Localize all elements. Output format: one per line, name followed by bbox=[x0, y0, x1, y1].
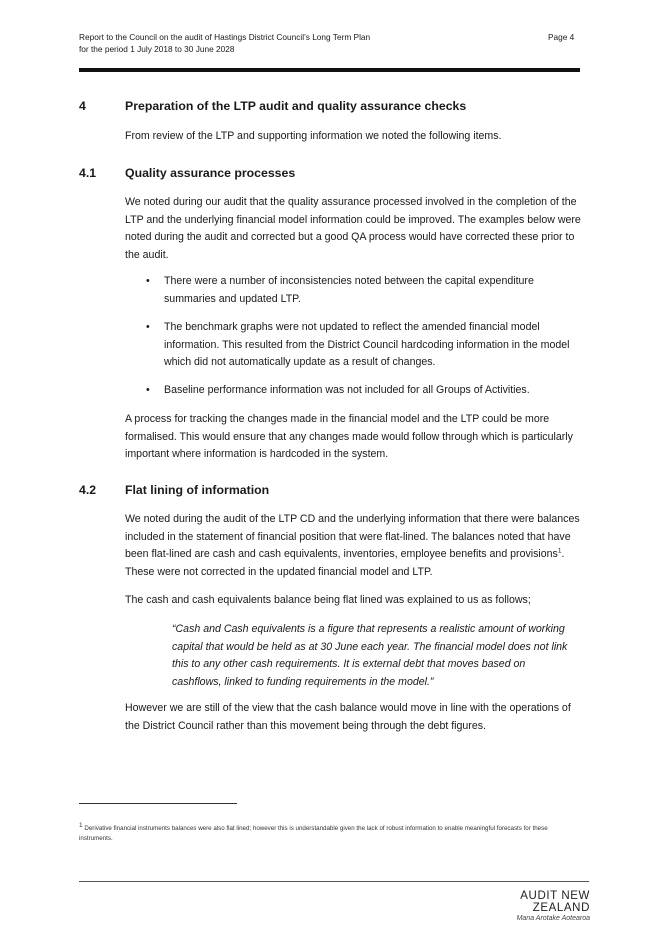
bullet-marker: • bbox=[146, 275, 150, 287]
section-4-2-number: 4.2 bbox=[79, 483, 97, 497]
footnote-divider bbox=[79, 803, 237, 804]
header-line-1: Report to the Council on the audit of Hastings District Council’s Long Term Plan bbox=[79, 32, 371, 42]
footer-divider bbox=[79, 881, 589, 882]
page-number: Page 4 bbox=[548, 32, 575, 42]
section-4-intro: From review of the LTP and supporting information we noted the following items. bbox=[125, 130, 502, 142]
section-4-1-paragraph-2: A process for tracking the changes made in the financial model and the LTP could be more formalised. This would ensure that any changes made would follow through which is particularly important where information is hardcoded in the system. bbox=[125, 413, 573, 460]
paragraph-text: . These were not corrected in the updated financial model and LTP. bbox=[125, 548, 565, 578]
section-4-number: 4 bbox=[79, 99, 86, 113]
footnote-number: 1 bbox=[79, 821, 83, 829]
audit-nz-logo bbox=[462, 890, 590, 922]
bullet-item-3: Baseline performance information was not included for all Groups of Activities. bbox=[164, 384, 530, 396]
header-line-2: for the period 1 July 2018 to 30 June 2028 bbox=[79, 44, 235, 54]
footnote-reference[interactable]: 1 bbox=[557, 547, 562, 555]
footnote bbox=[79, 821, 579, 843]
paragraph-text: We noted during the audit of the LTP CD and the underlying information that there were balances included in the statement of financial position that were flat-lined. The balances noted that have been flat-lined are cash and cash equivalents, inventories, employee benefits and provisions bbox=[125, 513, 580, 560]
bullet-marker: • bbox=[146, 321, 150, 333]
section-4-title: Preparation of the LTP audit and quality assurance checks bbox=[125, 99, 467, 113]
logo-subtitle: Mana Arotake Aotearoa bbox=[516, 915, 590, 922]
bullet-item-2: The benchmark graphs were not updated to reflect the amended financial model information. This resulted from the District Council hardcoding information in the model which did not automatically update as a result of changes. bbox=[164, 321, 570, 368]
explanation-quote: “Cash and Cash equivalents is a figure that represents a realistic amount of working capital that would be held as at 30 June each year. The financial model does not link this to any other cash requirements. It is external debt that moves based on cashflows, linked to funding requirements in the model.” bbox=[172, 623, 568, 688]
section-4-1-paragraph-1: We noted during our audit that the quality assurance processed involved in the completion of the LTP and the underlying financial model information could be improved. The examples below were noted during the audit and corrected but a good QA process would have corrected these prior to the audit. bbox=[125, 196, 581, 261]
section-4-2-paragraph-1 bbox=[125, 511, 581, 581]
bullet-item-1: There were a number of inconsistencies noted between the capital expenditure summaries and updated LTP. bbox=[164, 275, 534, 305]
section-4-2-title: Flat lining of information bbox=[125, 483, 270, 497]
section-4-2-paragraph-3: However we are still of the view that the cash balance would move in line with the operations of the District Council rather than this movement being through the debt figures. bbox=[125, 702, 571, 732]
section-4-2-paragraph-2: The cash and cash equivalents balance being flat lined was explained to us as follows; bbox=[125, 594, 531, 606]
report-header bbox=[79, 31, 499, 55]
footnote-text: Derivative financial instruments balances were also flat lined; however this is understandable given the lack of robust information to enable meaningful forecasts for these instruments. bbox=[79, 825, 548, 842]
bullet-marker: • bbox=[146, 384, 150, 396]
logo-title: AUDIT NEW ZEALAND bbox=[520, 890, 590, 914]
section-4-1-number: 4.1 bbox=[79, 166, 97, 180]
header-divider bbox=[79, 68, 580, 72]
section-4-1-title: Quality assurance processes bbox=[125, 166, 296, 180]
